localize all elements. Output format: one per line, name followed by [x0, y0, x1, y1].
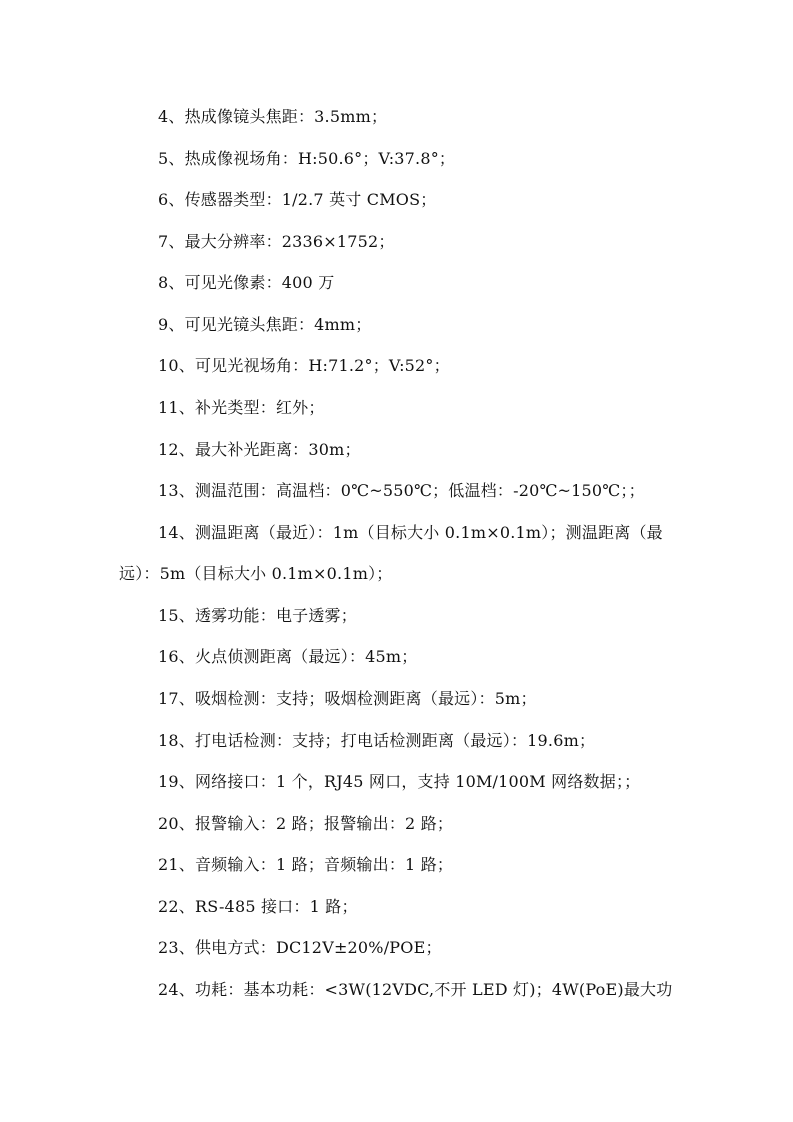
spec-line-7: 7、最大分辨率：2336×1752；: [158, 232, 395, 251]
spec-line-19: 19、网络接口：1 个，RJ45 网口，支持 10M/100M 网络数据；；: [158, 772, 641, 791]
spec-line-18: 18、打电话检测：支持；打电话检测距离（最远）：19.6m；: [158, 731, 596, 750]
spec-line-23: 23、供电方式：DC12V±20%/POE；: [158, 938, 442, 957]
spec-line-6: 6、传感器类型：1/2.7 英寸 CMOS；: [158, 190, 437, 209]
spec-line-17: 17、吸烟检测：支持；吸烟检测距离（最远）：5m；: [158, 689, 537, 708]
spec-line-13: 13、测温范围：高温档：0℃~550℃；低温档：-20℃~150℃；；: [158, 481, 645, 500]
spec-line-12: 12、最大补光距离：30m；: [158, 440, 361, 459]
spec-line-8: 8、可见光像素：400 万: [158, 273, 335, 292]
spec-line-14-continued: 远）：5m（目标大小 0.1m×0.1m）；: [119, 564, 393, 583]
spec-line-21: 21、音频输入：1 路；音频输出：1 路；: [158, 855, 454, 874]
spec-line-24: 24、功耗：基本功耗：<3W(12VDC,不开 LED 灯)；4W(PoE)最大功: [158, 980, 673, 999]
spec-line-22: 22、RS-485 接口：1 路；: [158, 897, 358, 916]
spec-line-5: 5、热成像视场角：H:50.6°；V:37.8°；: [158, 149, 456, 168]
spec-line-15: 15、透雾功能：电子透雾；: [158, 606, 357, 625]
spec-line-20: 20、报警输入：2 路；报警输出：2 路；: [158, 814, 454, 833]
spec-line-9: 9、可见光镜头焦距：4mm；: [158, 315, 372, 334]
spec-line-14: 14、测温距离（最近）：1m（目标大小 0.1m×0.1m）；测温距离（最: [158, 523, 663, 542]
spec-line-11: 11、补光类型：红外；: [158, 398, 325, 417]
spec-line-10: 10、可见光视场角：H:71.2°；V:52°；: [158, 356, 450, 375]
spec-line-4: 4、热成像镜头焦距：3.5mm；: [158, 107, 388, 126]
spec-line-16: 16、火点侦测距离（最远）：45m；: [158, 647, 418, 666]
